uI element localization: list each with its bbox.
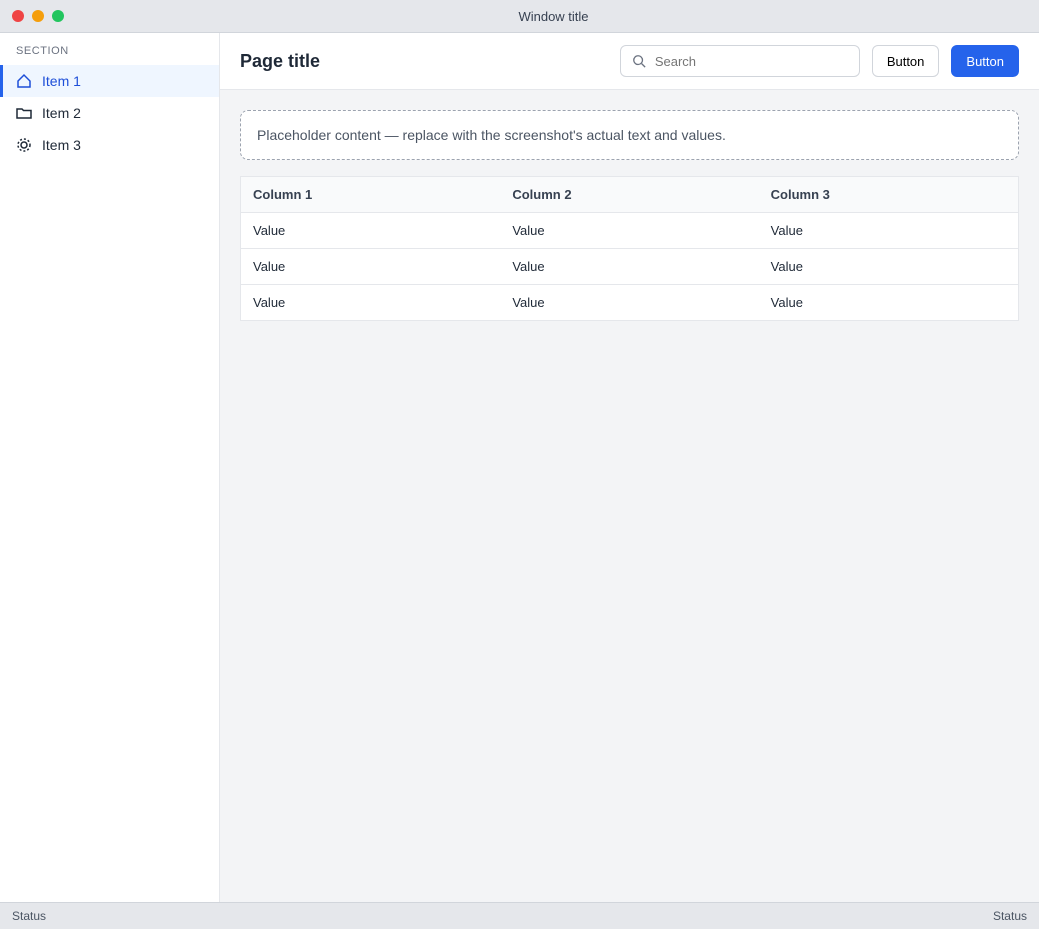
sidebar-item-2[interactable] <box>0 97 219 129</box>
app-body <box>0 33 1039 902</box>
toolbar <box>220 33 1039 90</box>
main-panel <box>220 33 1039 902</box>
table-cell: Value <box>500 213 758 249</box>
sidebar-heading: SECTION <box>16 45 69 57</box>
status-bar <box>0 902 1039 929</box>
status-right: Status <box>992 909 1027 923</box>
minimize-window-button[interactable] <box>32 10 44 22</box>
maximize-window-button[interactable] <box>52 10 64 22</box>
home-icon <box>16 73 32 89</box>
search-box[interactable] <box>620 45 860 77</box>
data-table <box>240 176 1019 321</box>
table-cell: Value <box>759 249 1019 285</box>
column-header[interactable]: Column 1 <box>241 177 501 213</box>
folder-icon <box>16 105 32 121</box>
sidebar-item-1[interactable] <box>0 65 219 97</box>
placeholder-notice: Placeholder content — replace with the screenshot's actual text and values. <box>240 110 1019 160</box>
column-header[interactable]: Column 2 <box>500 177 758 213</box>
table-cell: Value <box>759 285 1019 321</box>
column-header[interactable]: Column 3 <box>759 177 1019 213</box>
sidebar-item-3[interactable] <box>0 129 219 161</box>
table-cell: Value <box>500 285 758 321</box>
secondary-button[interactable]: Button <box>872 45 940 77</box>
table-cell: Value <box>241 213 501 249</box>
close-window-button[interactable] <box>12 10 24 22</box>
sidebar-item-label: Item 2 <box>42 105 81 121</box>
window-title: Window title <box>518 8 589 24</box>
window-controls <box>12 10 64 22</box>
sidebar-item-label: Item 1 <box>42 73 81 89</box>
content-area <box>220 90 1039 902</box>
table-row[interactable] <box>241 213 1019 249</box>
table-cell: Value <box>759 213 1019 249</box>
sidebar-item-label: Item 3 <box>42 137 81 153</box>
search-input[interactable] <box>653 53 849 70</box>
table-cell: Value <box>241 285 501 321</box>
primary-button[interactable]: Button <box>951 45 1019 77</box>
page-title: Page title <box>240 50 321 71</box>
title-bar <box>0 0 1039 33</box>
status-left: Status <box>12 909 47 923</box>
table-row[interactable] <box>241 285 1019 321</box>
search-icon <box>631 53 647 69</box>
sidebar <box>0 33 220 902</box>
gear-icon <box>16 137 32 153</box>
table-row[interactable] <box>241 249 1019 285</box>
table-cell: Value <box>241 249 501 285</box>
table-cell: Value <box>500 249 758 285</box>
table-header-row <box>241 177 1019 213</box>
